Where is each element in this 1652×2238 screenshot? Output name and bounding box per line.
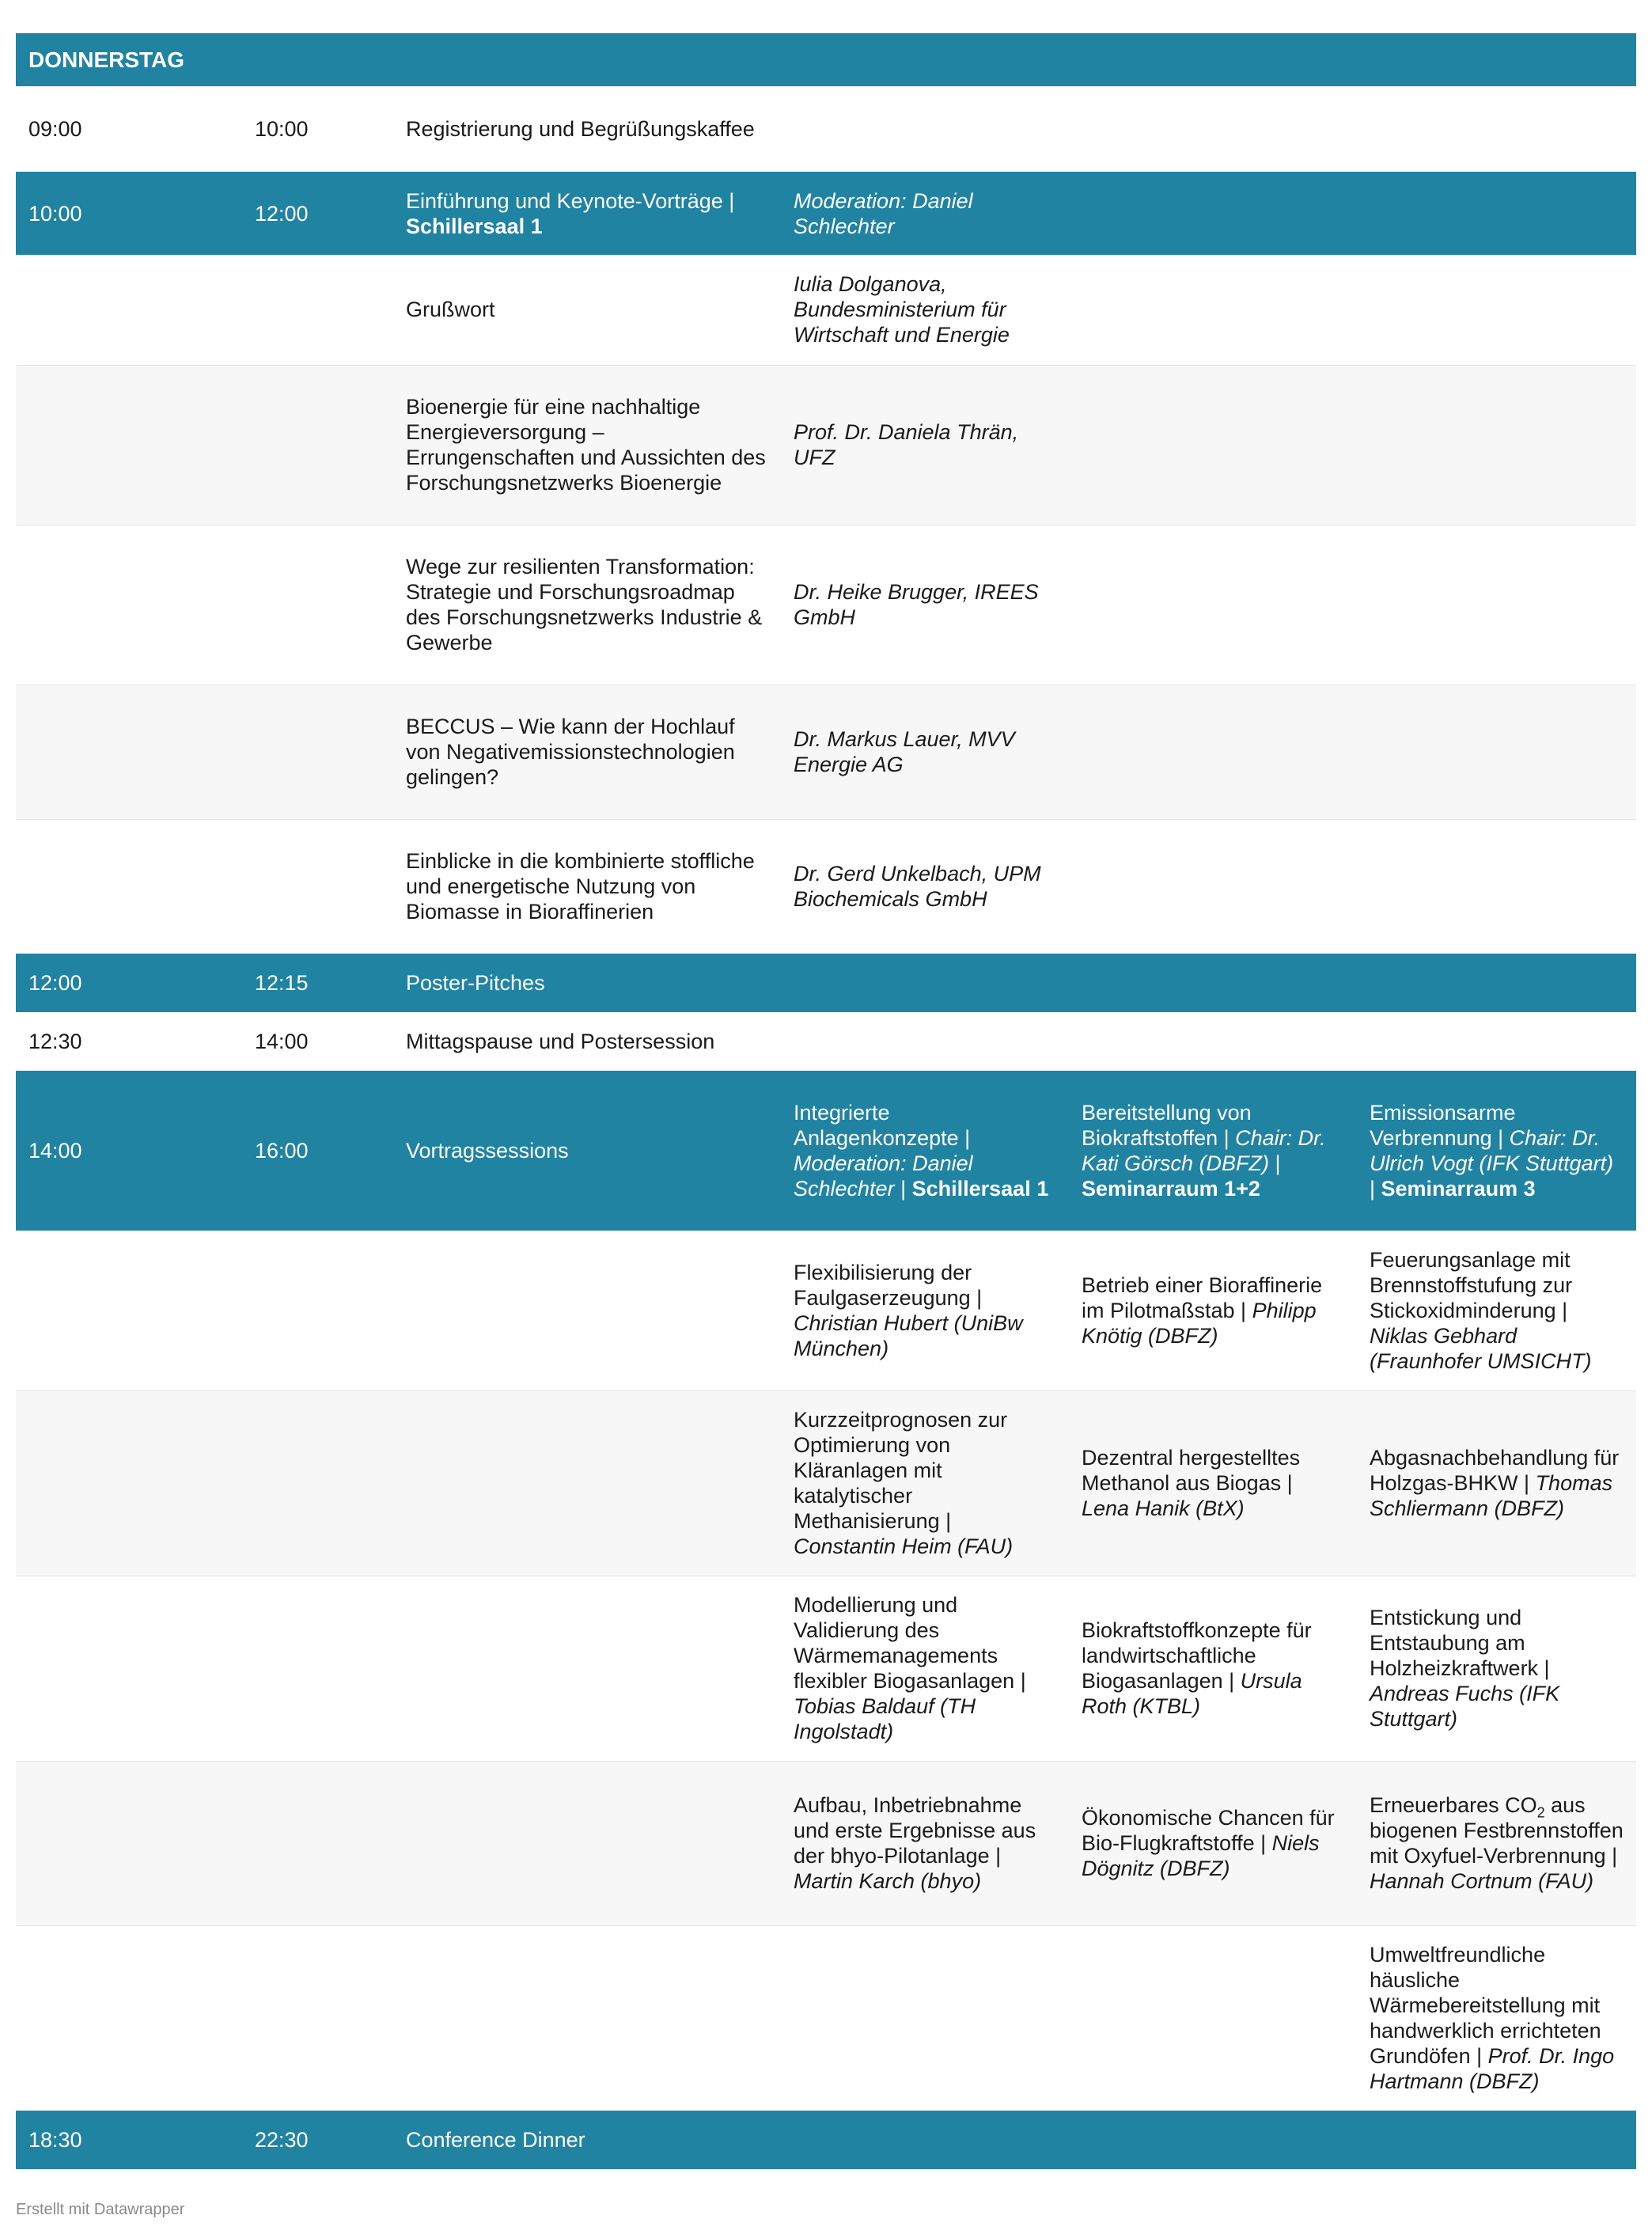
table-row [16,1925,1636,2111]
talk-title: Einblicke in die kombinierte stoffliche und energetische Nutzung von Biomasse in Bioraffinerien [406,849,755,924]
end-time: 14:00 [255,1030,309,1053]
talk-title: BECCUS – Wie kann der Hochlauf von Negativemissionstechnologien gelingen? [393,685,781,819]
table-row [16,1390,1636,1576]
table-row [16,365,1636,525]
talk-title: Grußwort [393,255,781,365]
speaker: Iulia Dolganova, Bundesministerium für Wirtschaft und Energie [781,255,1069,365]
footer-credit: Erstellt mit Datawrapper [16,2201,185,2218]
end-time: 22:30 [242,2111,393,2169]
parallel-session-1: Integrierte Anlagenkonzepte | Moderation: Daniel Schlechter | Schillersaal 1 [781,1071,1069,1231]
day-title: DONNERSTAG [16,33,1636,86]
table-row [16,1576,1636,1761]
table-row [16,1231,1636,1390]
session-title: Conference Dinner [393,2111,781,2169]
schedule-table [16,33,1636,2169]
table-row [16,2111,1636,2169]
talk-cell: Biokraftstoffkonzepte für landwirtschaftliche Biogasanlagen | Ursula Roth (KTBL) [1069,1576,1357,1761]
talk-title: Bioenergie für eine nachhaltige Energieversorgung – Errungenschaften und Aussichten des Forschungsnetzwerks Bioenergie [393,365,781,525]
moderation: Moderation: Daniel Schlechter [781,172,1069,255]
speaker: Dr. Gerd Unkelbach, UPM Biochemicals GmbH [794,862,1041,912]
speaker: Dr. Markus Lauer, MVV Energie AG [781,685,1069,819]
talk-cell: Betrieb einer Bioraffinerie im Pilotmaßstab | Philipp Knötig (DBFZ) [1069,1231,1357,1390]
talk-cell: Ökonomische Chancen für Bio-Flugkraftstoffe | Niels Dögnitz (DBFZ) [1069,1761,1357,1925]
day-header-row [16,33,1636,86]
session-title: Registrierung und Begrüßungskaffee [406,117,755,141]
end-time: 10:00 [255,117,309,141]
start-time: 12:00 [16,954,242,1012]
talk-cell: Entstickung und Entstaubung am Holzheizkraftwerk | Andreas Fuchs (IFK Stuttgart) [1357,1576,1636,1761]
table-row [16,954,1636,1012]
end-time: 16:00 [242,1071,393,1231]
talk-title: Wege zur resilienten Transformation: Strategie und Forschungsroadmap des Forschungsnetzwerks Industrie & Gewerbe [393,525,781,685]
start-time: 12:30 [28,1030,82,1053]
talk-cell: Abgasnachbehandlung für Holzgas-BHKW | Thomas Schliermann (DBFZ) [1357,1390,1636,1576]
talk-cell: Aufbau, Inbetriebnahme und erste Ergebnisse aus der bhyo-Pilotanlage | Martin Karch (bhyo) [781,1761,1069,1925]
parallel-session-3: Emissionsarme Verbrennung | Chair: Dr. Ulrich Vogt (IFK Stuttgart) | Seminarraum 3 [1357,1071,1636,1231]
table-row [16,685,1636,819]
talk-cell: Erneuerbares $CO_2$ aus biogenen Festbrennstoffen mit Oxyfuel-Verbrennung | Hannah Cortnum (FAU) [1357,1761,1636,1925]
speaker: Prof. Dr. Daniela Thrän, UFZ [781,365,1069,525]
table-row [16,525,1636,685]
table-row [16,1012,1636,1071]
parallel-session-2: Bereitstellung von Biokraftstoffen | Chair: Dr. Kati Görsch (DBFZ) | Seminarraum 1+2 [1069,1071,1357,1231]
talk-cell: Dezentral hergestelltes Methanol aus Biogas | Lena Hanik (BtX) [1069,1390,1357,1576]
start-time: 10:00 [16,172,242,255]
talk-cell: Flexibilisierung der Faulgaserzeugung | Christian Hubert (UniBw München) [781,1231,1069,1390]
session-title: Mittagspause und Postersession [406,1030,715,1053]
table-row [16,86,1636,172]
table-row [16,255,1636,365]
talk-cell: Kurzzeitprognosen zur Optimierung von Kläranlagen mit katalytischer Methanisierung | Constantin Heim (FAU) [781,1390,1069,1576]
talk-cell: Feuerungsanlage mit Brennstoffstufung zur Stickoxidminderung | Niklas Gebhard (Fraunhofer UMSICHT) [1357,1231,1636,1390]
session-title: Einführung und Keynote-Vorträge | Schillersaal 1 [393,172,781,255]
session-title: Poster-Pitches [393,954,781,1012]
start-time: 18:30 [16,2111,242,2169]
talk-cell: Modellierung und Validierung des Wärmemanagements flexibler Biogasanlagen | Tobias Baldauf (TH Ingolstadt) [781,1576,1069,1761]
table-row [16,1071,1636,1231]
end-time: 12:15 [242,954,393,1012]
session-title: Vortragssessions [393,1071,781,1231]
table-row [16,1761,1636,1925]
speaker: Dr. Heike Brugger, IREES GmbH [781,525,1069,685]
start-time: 09:00 [28,117,82,141]
end-time: 12:00 [242,172,393,255]
start-time: 14:00 [16,1071,242,1231]
talk-cell: Umweltfreundliche häusliche Wärmebereitstellung mit handwerklich errichteten Grundöfen | Prof. Dr. Ingo Hartmann (DBFZ) [1370,1943,1615,2094]
table-row [16,819,1636,954]
room-name: Schillersaal 1 [406,214,543,238]
table-row [16,172,1636,255]
